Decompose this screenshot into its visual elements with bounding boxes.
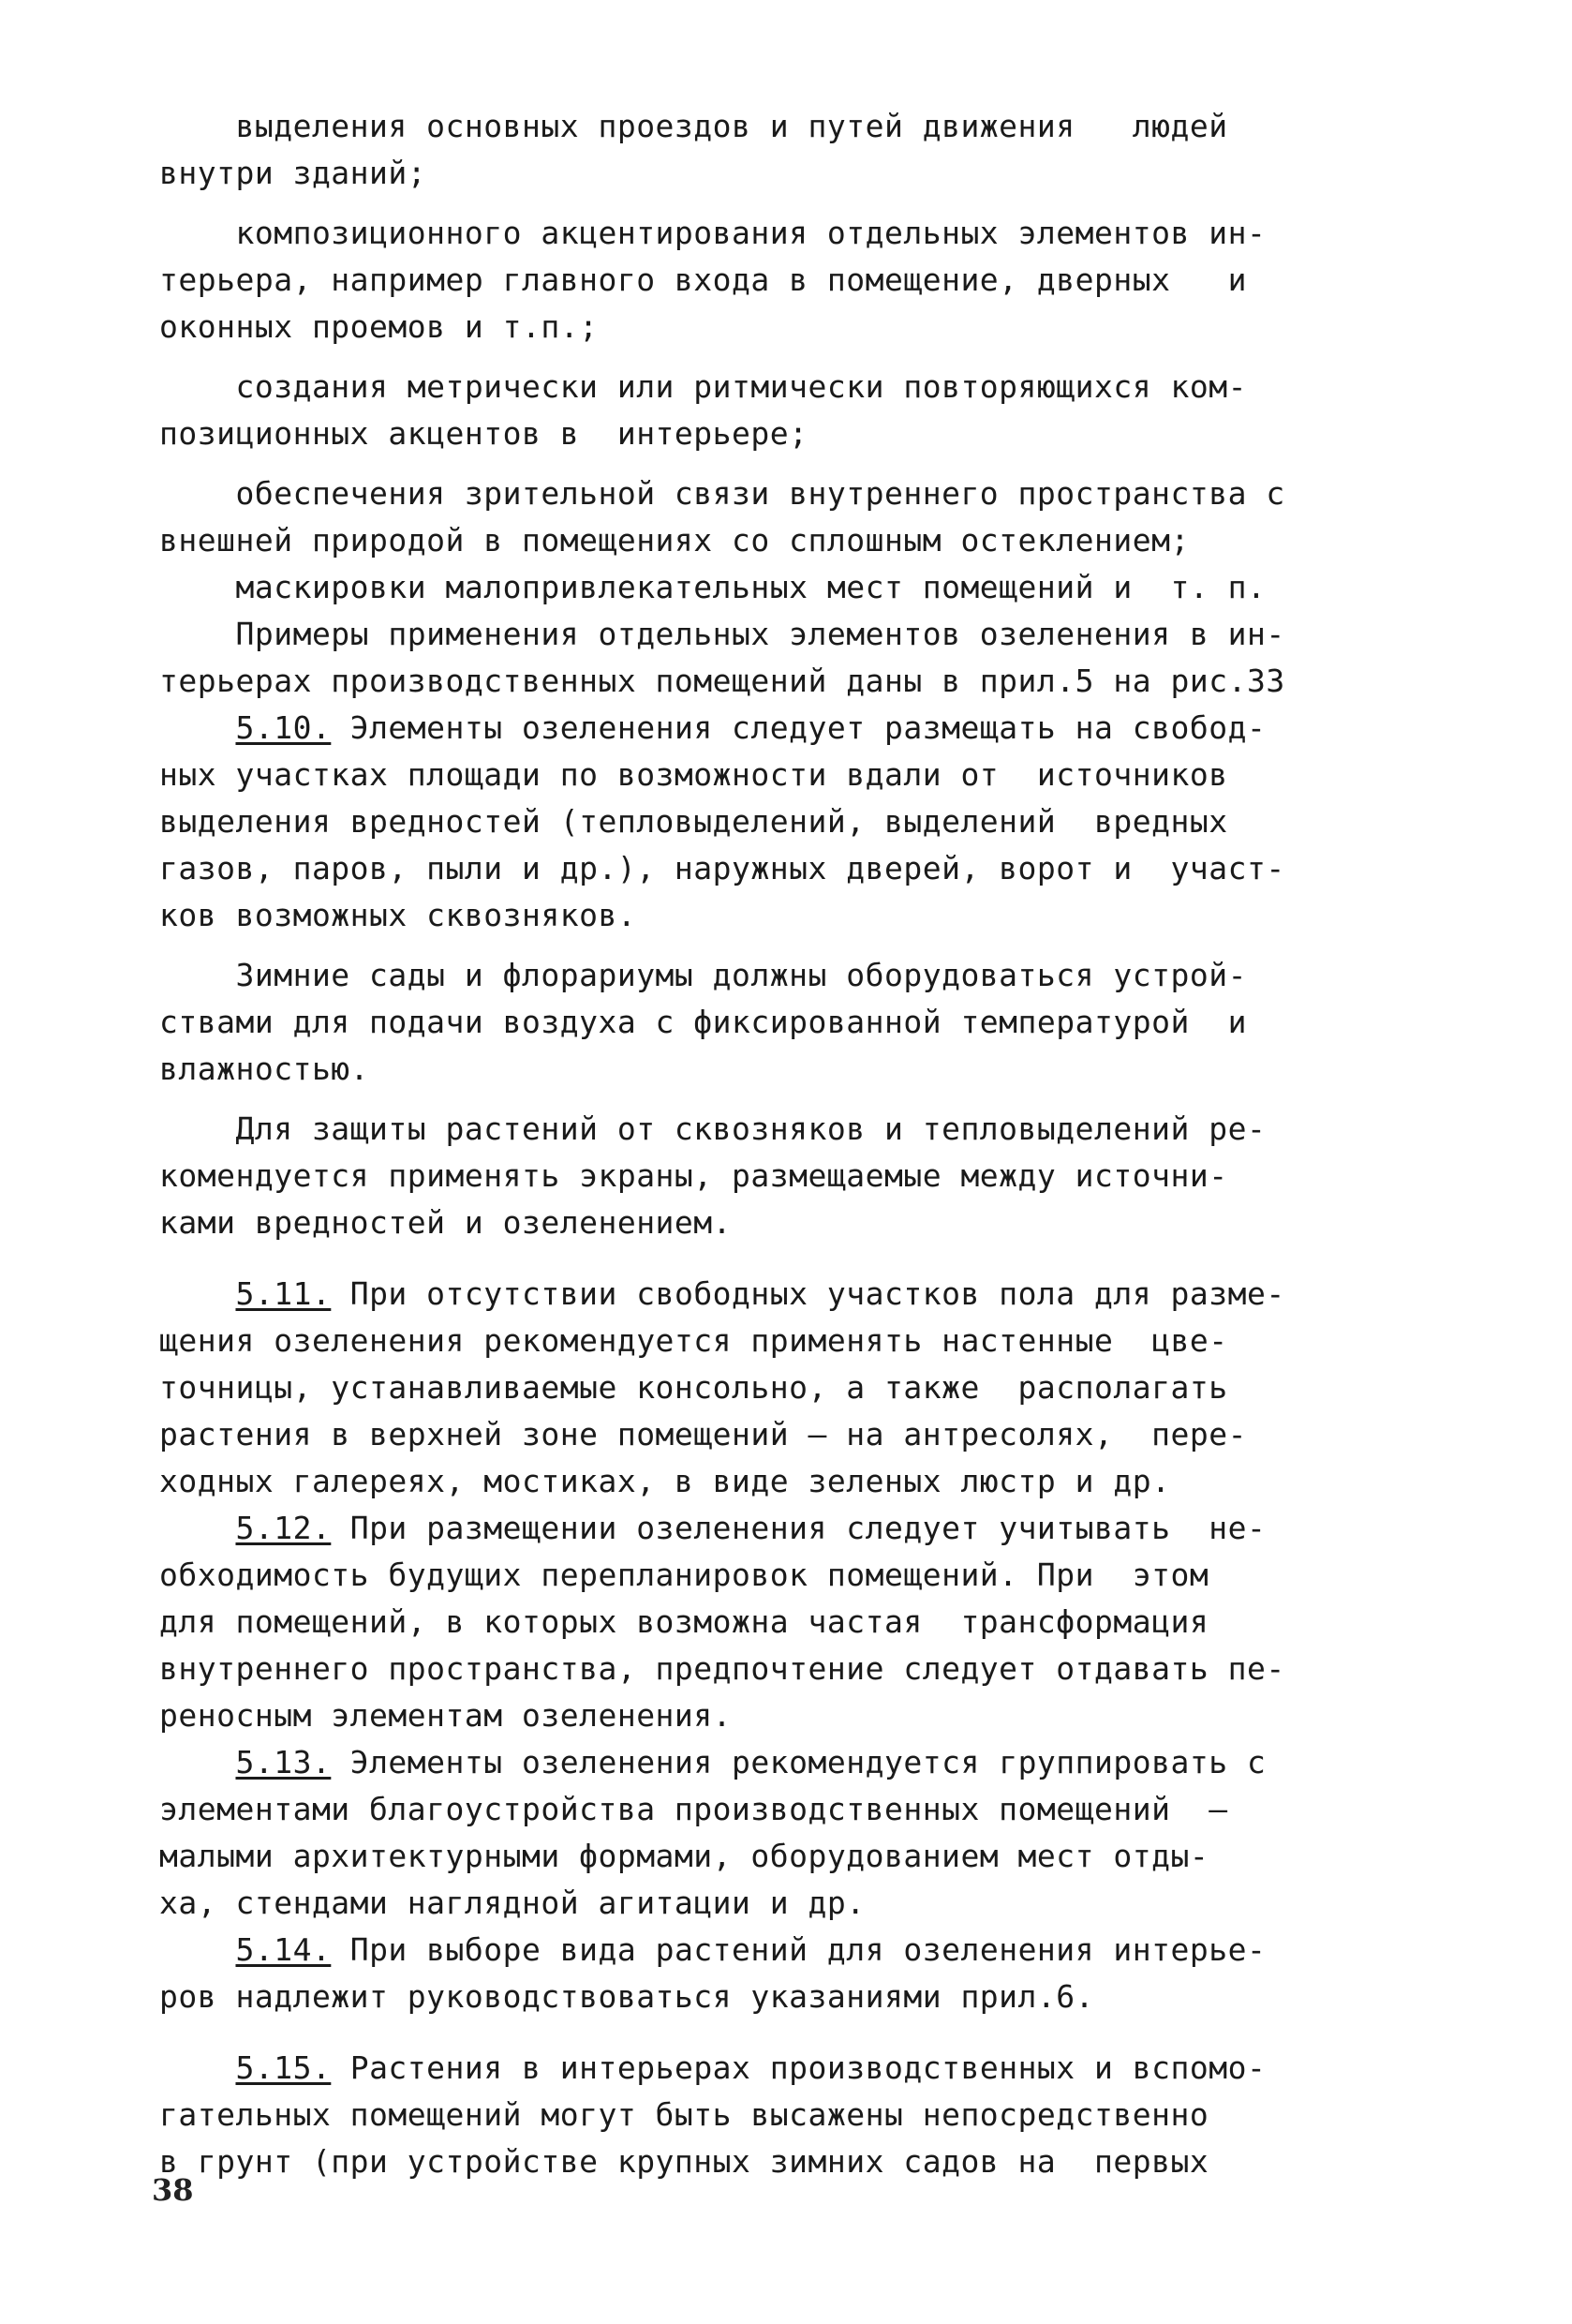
text-line: растения в верхней зоне помещений – на антресолях, пере- bbox=[159, 1416, 1247, 1452]
body-text bbox=[159, 103, 1433, 2185]
text-line: Примеры применения отдельных элементов озеленения в ин- bbox=[159, 616, 1285, 652]
text-line: малыми архитектурными формами, оборудованием мест отды- bbox=[159, 1838, 1209, 1874]
text-line: Для защиты растений от сквозняков и тепловыделений ре- bbox=[159, 1110, 1267, 1147]
text-line: газов, паров, пыли и др.), наружных дверей, ворот и участ- bbox=[159, 850, 1285, 886]
text-line: щения озеленения рекомендуется применять настенные цве- bbox=[159, 1322, 1228, 1359]
text-line: внутреннего пространства, предпочтение следует отдавать пе- bbox=[159, 1650, 1285, 1687]
text-line: позиционных акцентов в интерьере; bbox=[159, 415, 808, 452]
paragraph-5-15-first-line: 5.15. Растения в интерьерах производственных и вспомо- bbox=[235, 2049, 1267, 2086]
text-line: ходных галереях, мостиках, в виде зеленых люстр и др. bbox=[159, 1463, 1171, 1499]
section-number: 5.11. bbox=[235, 1275, 332, 1312]
text-line: оконных проемов и т.п.; bbox=[159, 308, 599, 345]
text-line: ха, стендами наглядной агитации и др. bbox=[159, 1885, 866, 1921]
paragraph-5-10-first-line: 5.10. Элементы озеленения следует размещать на свобод- bbox=[235, 709, 1267, 746]
text-line: ками вредностей и озеленением. bbox=[159, 1204, 733, 1241]
text-line: точницы, устанавливаемые консольно, а также располагать bbox=[159, 1369, 1228, 1406]
paragraph-5-13-first-line: 5.13. Элементы озеленения рекомендуется группировать с bbox=[235, 1744, 1267, 1780]
text-line: обеспечения зрительной связи внутреннего пространства с bbox=[159, 475, 1285, 512]
text-line: для помещений, в которых возможна частая трансформация bbox=[159, 1603, 1209, 1640]
text-line: внешней природой в помещениях со сплошным остеклением; bbox=[159, 522, 1190, 559]
text-line: выделения вредностей (тепловыделений, выделений вредных bbox=[159, 803, 1228, 840]
section-number: 5.14. bbox=[235, 1931, 332, 1968]
text-line: реносным элементам озеленения. bbox=[159, 1697, 733, 1734]
text-line: влажностью. bbox=[159, 1050, 370, 1087]
paragraph-5-11-first-line: 5.11. При отсутствии свободных участков пола для разме- bbox=[235, 1275, 1285, 1312]
paragraph-5-12-first-line: 5.12. При размещении озеленения следует учитывать не- bbox=[235, 1510, 1267, 1546]
text-line: элементами благоустройства производственных помещений – bbox=[159, 1791, 1228, 1827]
section-number: 5.15. bbox=[235, 2049, 332, 2086]
section-number: 5.13. bbox=[235, 1744, 332, 1780]
text-line: обходимость будущих перепланировок помещений. При этом bbox=[159, 1557, 1209, 1593]
text-line: ных участках площади по возможности вдали от источников bbox=[159, 756, 1228, 793]
text-line: создания метрически или ритмически повторяющихся ком- bbox=[159, 368, 1247, 405]
section-number: 5.12. bbox=[235, 1510, 332, 1546]
text-line: гательных помещений могут быть высажены непосредственно bbox=[159, 2096, 1209, 2133]
text-line: композиционного акцентирования отдельных элементов ин- bbox=[159, 215, 1267, 251]
text-line: терьера, например главного входа в помещение, дверных и bbox=[159, 261, 1247, 298]
text-line: комендуется применять экраны, размещаемые между источни- bbox=[159, 1157, 1228, 1194]
text-line: терьерах производственных помещений даны в прил.5 на рис.33 bbox=[159, 663, 1285, 699]
page-number: 38 bbox=[152, 2172, 194, 2208]
text-line: в грунт (при устройстве крупных зимних садов на первых bbox=[159, 2143, 1209, 2180]
section-number: 5.10. bbox=[235, 709, 332, 746]
text-line: внутри зданий; bbox=[159, 155, 427, 191]
text-line: ствами для подачи воздуха с фиксированной температурой и bbox=[159, 1004, 1247, 1040]
text-line: выделения основных проездов и путей движения людей bbox=[159, 108, 1228, 144]
text-line: ков возможных сквозняков. bbox=[159, 897, 637, 933]
text-line: маскировки малопривлекательных мест помещений и т. п. bbox=[159, 569, 1267, 605]
text-line: ров надлежит руководствоваться указаниями прил.6. bbox=[159, 1978, 1095, 2015]
paragraph-5-14-first-line: 5.14. При выборе вида растений для озеленения интерье- bbox=[235, 1931, 1267, 1968]
text-line: Зимние сады и флорариумы должны оборудоваться устрой- bbox=[159, 957, 1247, 993]
